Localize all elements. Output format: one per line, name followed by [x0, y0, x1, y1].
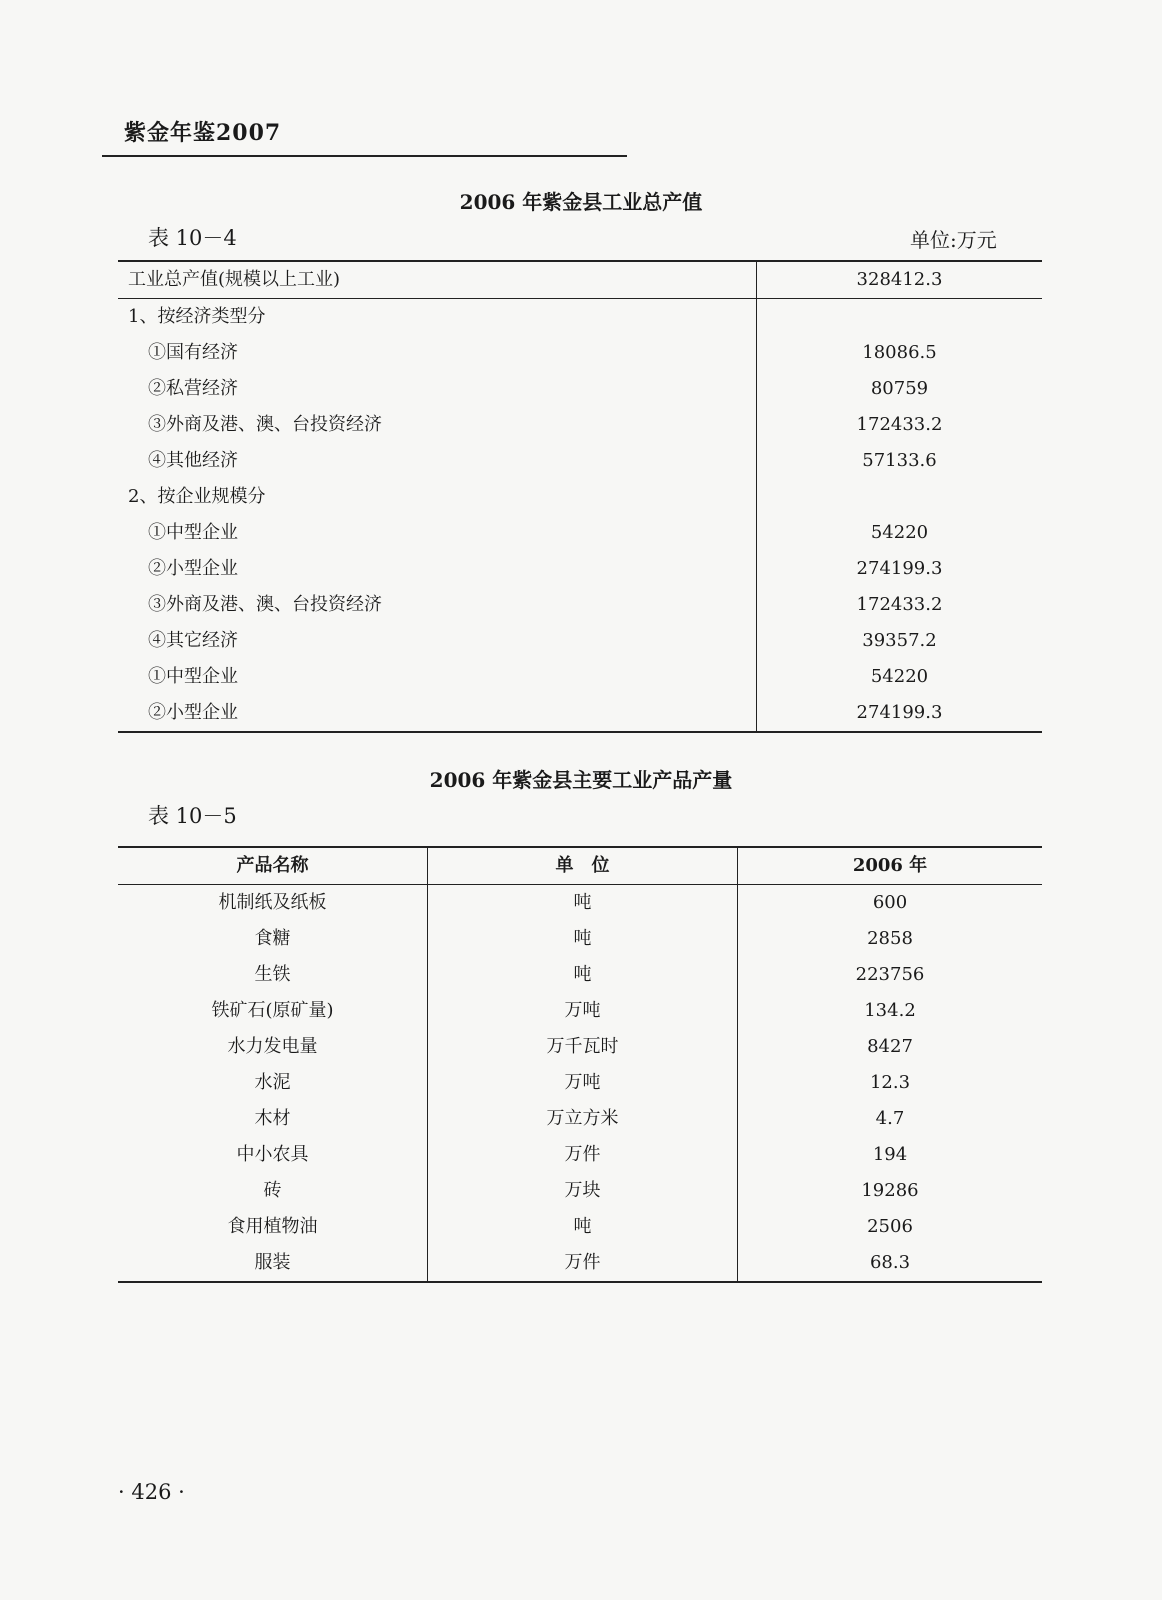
- row-label: 2、按企业规模分: [118, 479, 757, 515]
- table-row: [118, 479, 1042, 515]
- product-name-cell: 木材: [118, 1101, 428, 1137]
- table-row: [118, 1101, 1042, 1137]
- table-10-4-title: 2006 年紫金县工业总产值: [459, 190, 703, 214]
- table-row: [118, 371, 1042, 407]
- page-number: · 426 ·: [118, 1480, 185, 1504]
- table-row: [118, 515, 1042, 551]
- product-name-cell: 水泥: [118, 1065, 428, 1101]
- unit-cell: 万千瓦时: [428, 1029, 738, 1065]
- row-value: 57133.6: [862, 450, 937, 471]
- row-value: 18086.5: [862, 342, 937, 363]
- table-row: [118, 921, 1042, 957]
- column-header-year: 2006 年: [738, 847, 1043, 885]
- running-header: 紫金年鉴2007: [124, 120, 282, 146]
- output-value-cell: 19286: [861, 1180, 919, 1201]
- output-value-cell: 2858: [867, 928, 913, 949]
- table-10-5-title: 2006 年紫金县主要工业产品产量: [429, 768, 733, 792]
- table-row: [118, 1245, 1042, 1282]
- row-value: 274199.3: [856, 702, 943, 723]
- product-name-cell: 生铁: [118, 957, 428, 993]
- row-label: ①中型企业: [118, 659, 757, 695]
- row-label: ④其他经济: [118, 443, 757, 479]
- unit-cell: 万吨: [428, 993, 738, 1029]
- unit-cell: 吨: [428, 921, 738, 957]
- output-value-cell: 2506: [867, 1216, 913, 1237]
- table-row: [118, 335, 1042, 371]
- table-row: [118, 623, 1042, 659]
- unit-cell: 万块: [428, 1173, 738, 1209]
- product-name-cell: 食糖: [118, 921, 428, 957]
- output-value-cell: 8427: [867, 1036, 913, 1057]
- table-row: [118, 1029, 1042, 1065]
- row-label: ③外商及港、澳、台投资经济: [118, 407, 757, 443]
- table-row: [118, 407, 1042, 443]
- output-value-cell: 134.2: [864, 1000, 916, 1021]
- table-row: [118, 993, 1042, 1029]
- product-output-table-body: [118, 885, 1042, 1283]
- row-label: ③外商及港、澳、台投资经济: [118, 587, 757, 623]
- table-10-4-label: 表 10－4: [148, 226, 237, 250]
- row-label: 工业总产值(规模以上工业): [118, 261, 757, 299]
- unit-cell: 吨: [428, 957, 738, 993]
- table-row: [118, 885, 1042, 922]
- unit-cell: 吨: [428, 1209, 738, 1245]
- table-10-5-label: 表 10－5: [148, 804, 237, 828]
- row-value: [757, 479, 1043, 515]
- table-row: [118, 443, 1042, 479]
- table-row: [118, 957, 1042, 993]
- row-label: ④其它经济: [118, 623, 757, 659]
- table-row: [118, 695, 1042, 732]
- output-value-cell: 68.3: [869, 1252, 911, 1273]
- row-label: ②小型企业: [118, 695, 757, 732]
- row-label: ②私营经济: [118, 371, 757, 407]
- table-row: [118, 587, 1042, 623]
- output-value-cell: 194: [872, 1144, 908, 1165]
- product-name-cell: 水力发电量: [118, 1029, 428, 1065]
- table-row: [118, 1137, 1042, 1173]
- row-label: ①中型企业: [118, 515, 757, 551]
- table-row: [118, 1065, 1042, 1101]
- table-10-4-unit: 单位:万元: [910, 228, 997, 252]
- unit-cell: 万件: [428, 1137, 738, 1173]
- industrial-output-table: [118, 260, 1042, 733]
- column-header-unit: 单 位: [428, 847, 738, 885]
- table-row-total: [118, 261, 1042, 299]
- table-row: [118, 1173, 1042, 1209]
- row-value: 54220: [870, 666, 929, 687]
- output-value-cell: 223756: [855, 964, 925, 985]
- header-rule: [102, 155, 627, 157]
- row-label: ①国有经济: [118, 335, 757, 371]
- table-header-row: [118, 847, 1042, 885]
- table-row: [118, 659, 1042, 695]
- table-row: [118, 1209, 1042, 1245]
- unit-cell: 万吨: [428, 1065, 738, 1101]
- product-name-cell: 服装: [118, 1245, 428, 1282]
- industrial-output-table-body: [118, 261, 1042, 732]
- output-value-cell: 12.3: [869, 1072, 911, 1093]
- row-label: 1、按经济类型分: [118, 299, 757, 336]
- product-name-cell: 铁矿石(原矿量): [118, 993, 428, 1029]
- row-value: 328412.3: [757, 261, 1043, 299]
- row-value: 54220: [870, 522, 929, 543]
- row-value: 172433.2: [856, 414, 943, 435]
- table-row: [118, 299, 1042, 336]
- row-label: ②小型企业: [118, 551, 757, 587]
- table-row: [118, 551, 1042, 587]
- output-value-cell: 4.7: [875, 1108, 905, 1129]
- unit-cell: 万件: [428, 1245, 738, 1282]
- row-value: 39357.2: [862, 630, 937, 651]
- unit-cell: 万立方米: [428, 1101, 738, 1137]
- product-name-cell: 食用植物油: [118, 1209, 428, 1245]
- output-value-cell: 600: [872, 892, 908, 913]
- row-value: 172433.2: [856, 594, 943, 615]
- column-header-product: 产品名称: [118, 847, 428, 885]
- product-name-cell: 机制纸及纸板: [118, 885, 428, 922]
- product-name-cell: 中小农具: [118, 1137, 428, 1173]
- row-value: 274199.3: [856, 558, 943, 579]
- product-name-cell: 砖: [118, 1173, 428, 1209]
- row-value: [757, 299, 1043, 336]
- row-value: 80759: [870, 378, 929, 399]
- unit-cell: 吨: [428, 885, 738, 922]
- product-output-table: [118, 846, 1042, 1283]
